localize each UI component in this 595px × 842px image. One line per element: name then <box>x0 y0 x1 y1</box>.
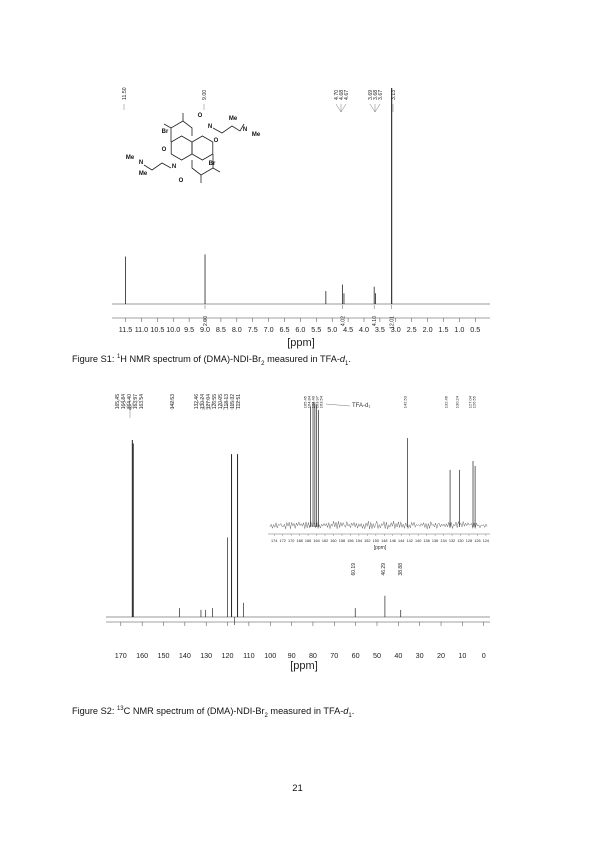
c13-tick-label: 160 <box>136 651 149 660</box>
inset-tick-label: 168 <box>296 539 303 543</box>
inset-tick-label: 148 <box>381 539 388 543</box>
atom-me: Me <box>251 132 261 138</box>
inset-peak-label: 142.53 <box>402 396 408 409</box>
c13-tick-label: 90 <box>287 651 296 660</box>
inset-tick-label: 138 <box>423 539 430 543</box>
h1-tick-label: 10.0 <box>166 325 181 334</box>
h1-integral-label: 12.01 <box>389 316 396 329</box>
h1-tick-label: 9.5 <box>184 325 195 334</box>
h1-peak-label: 3.69 <box>368 89 374 100</box>
h1-tick-label: 5.0 <box>327 325 338 334</box>
h1-tick-label: 6.0 <box>295 325 306 334</box>
h1-tick-label: 5.5 <box>311 325 322 334</box>
h1-tick-label: 2.5 <box>406 325 417 334</box>
c13-tick-label: 140 <box>178 651 191 660</box>
c13-peak-label: 46.29 <box>381 563 387 576</box>
caption-post: . <box>348 354 351 365</box>
atom-me: Me <box>125 155 135 161</box>
inset-tick-label: 154 <box>355 539 363 543</box>
inset-peaks <box>270 403 487 529</box>
caption-sub: 2 <box>264 712 268 719</box>
h1-peak-label: 3.13 <box>391 89 397 100</box>
chain-bond <box>144 163 171 170</box>
figure2-caption <box>72 706 354 719</box>
caption-text: H NMR spectrum of (DMA)-NDI-Br <box>120 354 262 365</box>
caption-italic: d <box>343 706 349 717</box>
atom-me: Me <box>138 171 148 177</box>
inset-tick-label: 146 <box>389 539 396 543</box>
inset-tick-label: 150 <box>372 539 379 543</box>
c13-tick-label: 40 <box>394 651 403 660</box>
inset-tick-label: 126 <box>474 539 481 543</box>
inset-tick-label: 170 <box>287 539 295 543</box>
caption-text: C NMR spectrum of (DMA)-NDI-Br <box>123 706 265 717</box>
figure1-spectrum <box>112 87 490 349</box>
inset-peak-label: 163.97 <box>314 396 320 409</box>
c13-peak-label: 115.32 <box>230 394 236 409</box>
caption-sub: 2 <box>261 360 265 367</box>
inset-axis-label: [ppm] <box>373 545 387 551</box>
c13-peak-label: 164.40 <box>127 394 133 410</box>
h1-tick-label: 10.5 <box>150 325 165 334</box>
atom-me: Me <box>228 116 238 122</box>
c13-peak-label: 118.13 <box>224 394 230 409</box>
c13-peak-label: 60.19 <box>351 563 357 576</box>
h1-axis-label: [ppm] <box>287 337 315 349</box>
ndi-structure-drawing <box>126 113 261 184</box>
inset-tick-label: 156 <box>347 539 354 543</box>
c13-peak-label: 163.54 <box>139 394 145 410</box>
h1-peak-label: 11.50 <box>122 87 128 100</box>
caption-post: . <box>351 706 355 717</box>
inset-tick-label: 164 <box>313 539 320 543</box>
h1-peaks <box>112 88 490 304</box>
h1-peak-label: 3.68 <box>373 89 379 100</box>
inset-tick-label: 134 <box>440 539 447 543</box>
atom-br: Br <box>161 129 169 135</box>
c13-peak-label: 130.24 <box>200 394 206 410</box>
caption-mid: measured in TFA- <box>267 706 344 717</box>
inset-peak-label: 126.55 <box>471 396 477 409</box>
h1-tick-label: 3.5 <box>374 325 385 334</box>
c13-peak-label: 163.97 <box>133 394 139 410</box>
atom-o: O <box>197 113 203 119</box>
inset-peak-label: 165.45 <box>302 396 308 409</box>
h1-leader <box>336 104 346 112</box>
atom-o: O <box>178 178 184 184</box>
h1-tick-label: 4.0 <box>359 325 369 334</box>
c13-axis-label: [ppm] <box>290 660 318 672</box>
c13-tick-label: 60 <box>351 651 360 660</box>
carbonyl-bond <box>164 124 171 128</box>
inset-peak-labels <box>303 395 477 408</box>
c13-peaks <box>106 440 490 625</box>
ring-bond <box>192 136 213 160</box>
h1-tick-label: 2.0 <box>422 325 433 334</box>
inset-peak-label: 130.24 <box>454 396 460 409</box>
c13-tick-label: 30 <box>415 651 424 660</box>
h1-leader <box>370 104 380 112</box>
figure1-caption <box>72 354 351 367</box>
atom-n: N <box>138 160 144 166</box>
h1-tick-label: 0.5 <box>470 325 481 334</box>
c13-peak-label: 127.04 <box>206 394 212 410</box>
inset-tick-label: 160 <box>330 539 337 543</box>
figure2-spectrum <box>106 394 490 672</box>
inset-peak-label: 163.54 <box>318 396 324 409</box>
inset-tick-label: 142 <box>406 539 413 543</box>
c13-peak-label: 126.55 <box>212 394 218 410</box>
h1-tick-label: 3.0 <box>390 325 401 334</box>
h1-peak-labels <box>122 87 397 112</box>
c13-tick-label: 0 <box>481 651 486 660</box>
c13-inset <box>268 395 490 551</box>
inset-tick-label: 124 <box>482 539 490 543</box>
h1-tick-label: 9.0 <box>200 325 211 334</box>
c13-tick-label: 70 <box>330 651 339 660</box>
h1-tick-label: 1.5 <box>438 325 449 334</box>
inset-tick-label: 174 <box>271 539 278 543</box>
c13-tick-label: 80 <box>308 651 317 660</box>
page-number: 21 <box>292 783 303 794</box>
atom-n: N <box>207 124 213 130</box>
inset-peak-label: 164.40 <box>310 396 316 409</box>
h1-peak-label: 3.67 <box>378 89 384 100</box>
caption-mid: measured in TFA- <box>264 354 340 365</box>
atom-br: Br <box>208 161 216 167</box>
inset-tick-label: 158 <box>338 539 346 543</box>
c13-peak-label: 38.88 <box>398 563 404 576</box>
h1-tick-label: 11.0 <box>134 325 149 334</box>
h1-peak-label: 9.00 <box>202 89 208 100</box>
h1-integral-label: 2.00 <box>203 316 210 327</box>
h1-tick-label: 7.5 <box>247 325 258 334</box>
c13-x-ticks <box>115 622 486 660</box>
atom-o: O <box>161 147 167 153</box>
h1-tick-label: 1.0 <box>454 325 465 334</box>
h1-x-ticks <box>119 318 480 334</box>
c13-tick-label: 10 <box>458 651 467 660</box>
caption-sup: 13 <box>116 706 124 712</box>
inset-peak-label: 164.84 <box>306 396 312 409</box>
c13-peak-labels <box>115 394 404 576</box>
c13-tick-label: 150 <box>157 651 170 660</box>
caption-label: Figure S1: <box>72 354 117 365</box>
inset-peak-label: 127.04 <box>467 396 473 409</box>
c13-peak-label: 132.46 <box>194 394 200 410</box>
c13-peak-label: 165.45 <box>115 394 121 410</box>
h1-tick-label: 7.0 <box>263 325 274 334</box>
c13-peak-label: 112.51 <box>236 394 242 409</box>
c13-tick-label: 100 <box>264 651 277 660</box>
inset-noise <box>270 521 487 529</box>
inset-x-ticks <box>271 534 489 543</box>
inset-tick-label: 140 <box>414 539 422 543</box>
c13-tick-label: 20 <box>437 651 446 660</box>
ring-bond <box>171 136 192 160</box>
caption-isub: 1 <box>345 360 349 367</box>
inset-tick-label: 152 <box>364 539 371 543</box>
c13-peak-label: 164.84 <box>121 394 127 410</box>
inset-tick-label: 132 <box>448 539 456 543</box>
caption-label: Figure S2: <box>72 706 117 717</box>
solvent-label: TFA-d₁ <box>352 403 371 409</box>
h1-tick-label: 6.5 <box>279 325 290 334</box>
c13-tick-label: 50 <box>372 651 381 660</box>
inset-tick-label: 144 <box>398 539 405 543</box>
h1-integral-label: 4.02 <box>340 316 347 327</box>
c13-peak-label: 120.05 <box>218 394 224 410</box>
h1-peak-label: 4.67 <box>344 89 350 100</box>
h1-integral-label: 4.10 <box>372 316 379 327</box>
c13-tick-label: 170 <box>114 651 127 660</box>
caption-isub: 1 <box>348 712 352 719</box>
caption-sup: 1 <box>116 354 121 360</box>
c13-peak-label: 142.53 <box>170 394 176 410</box>
chain-bond <box>213 124 244 133</box>
c13-tick-label: 110 <box>243 651 255 660</box>
h1-peak-label: 4.70 <box>334 89 340 100</box>
inset-tick-label: 172 <box>279 539 286 543</box>
h1-peak-label: 4.68 <box>339 89 345 100</box>
inset-tick-label: 166 <box>304 539 312 543</box>
solvent-leader-line <box>326 404 350 406</box>
h1-tick-label: 8.5 <box>215 325 226 334</box>
imide-bond-top <box>171 121 192 142</box>
atom-n: N <box>242 127 248 133</box>
carbonyl-bond <box>213 168 220 172</box>
h1-tick-label: 11.5 <box>118 325 133 334</box>
atom-n: N <box>171 164 177 170</box>
h1-tick-label: 8.0 <box>231 325 242 334</box>
c13-tick-label: 120 <box>221 651 234 660</box>
atom-o: O <box>213 138 219 144</box>
inset-peak-label: 132.46 <box>443 396 449 409</box>
inset-tick-label: 136 <box>431 539 439 543</box>
h1-tick-label: 4.5 <box>343 325 354 334</box>
inset-tick-label: 128 <box>465 539 473 543</box>
inset-tick-label: 162 <box>321 539 329 543</box>
c13-tick-label: 130 <box>200 651 213 660</box>
inset-tick-label: 130 <box>457 539 464 543</box>
caption-italic: d <box>339 354 346 365</box>
